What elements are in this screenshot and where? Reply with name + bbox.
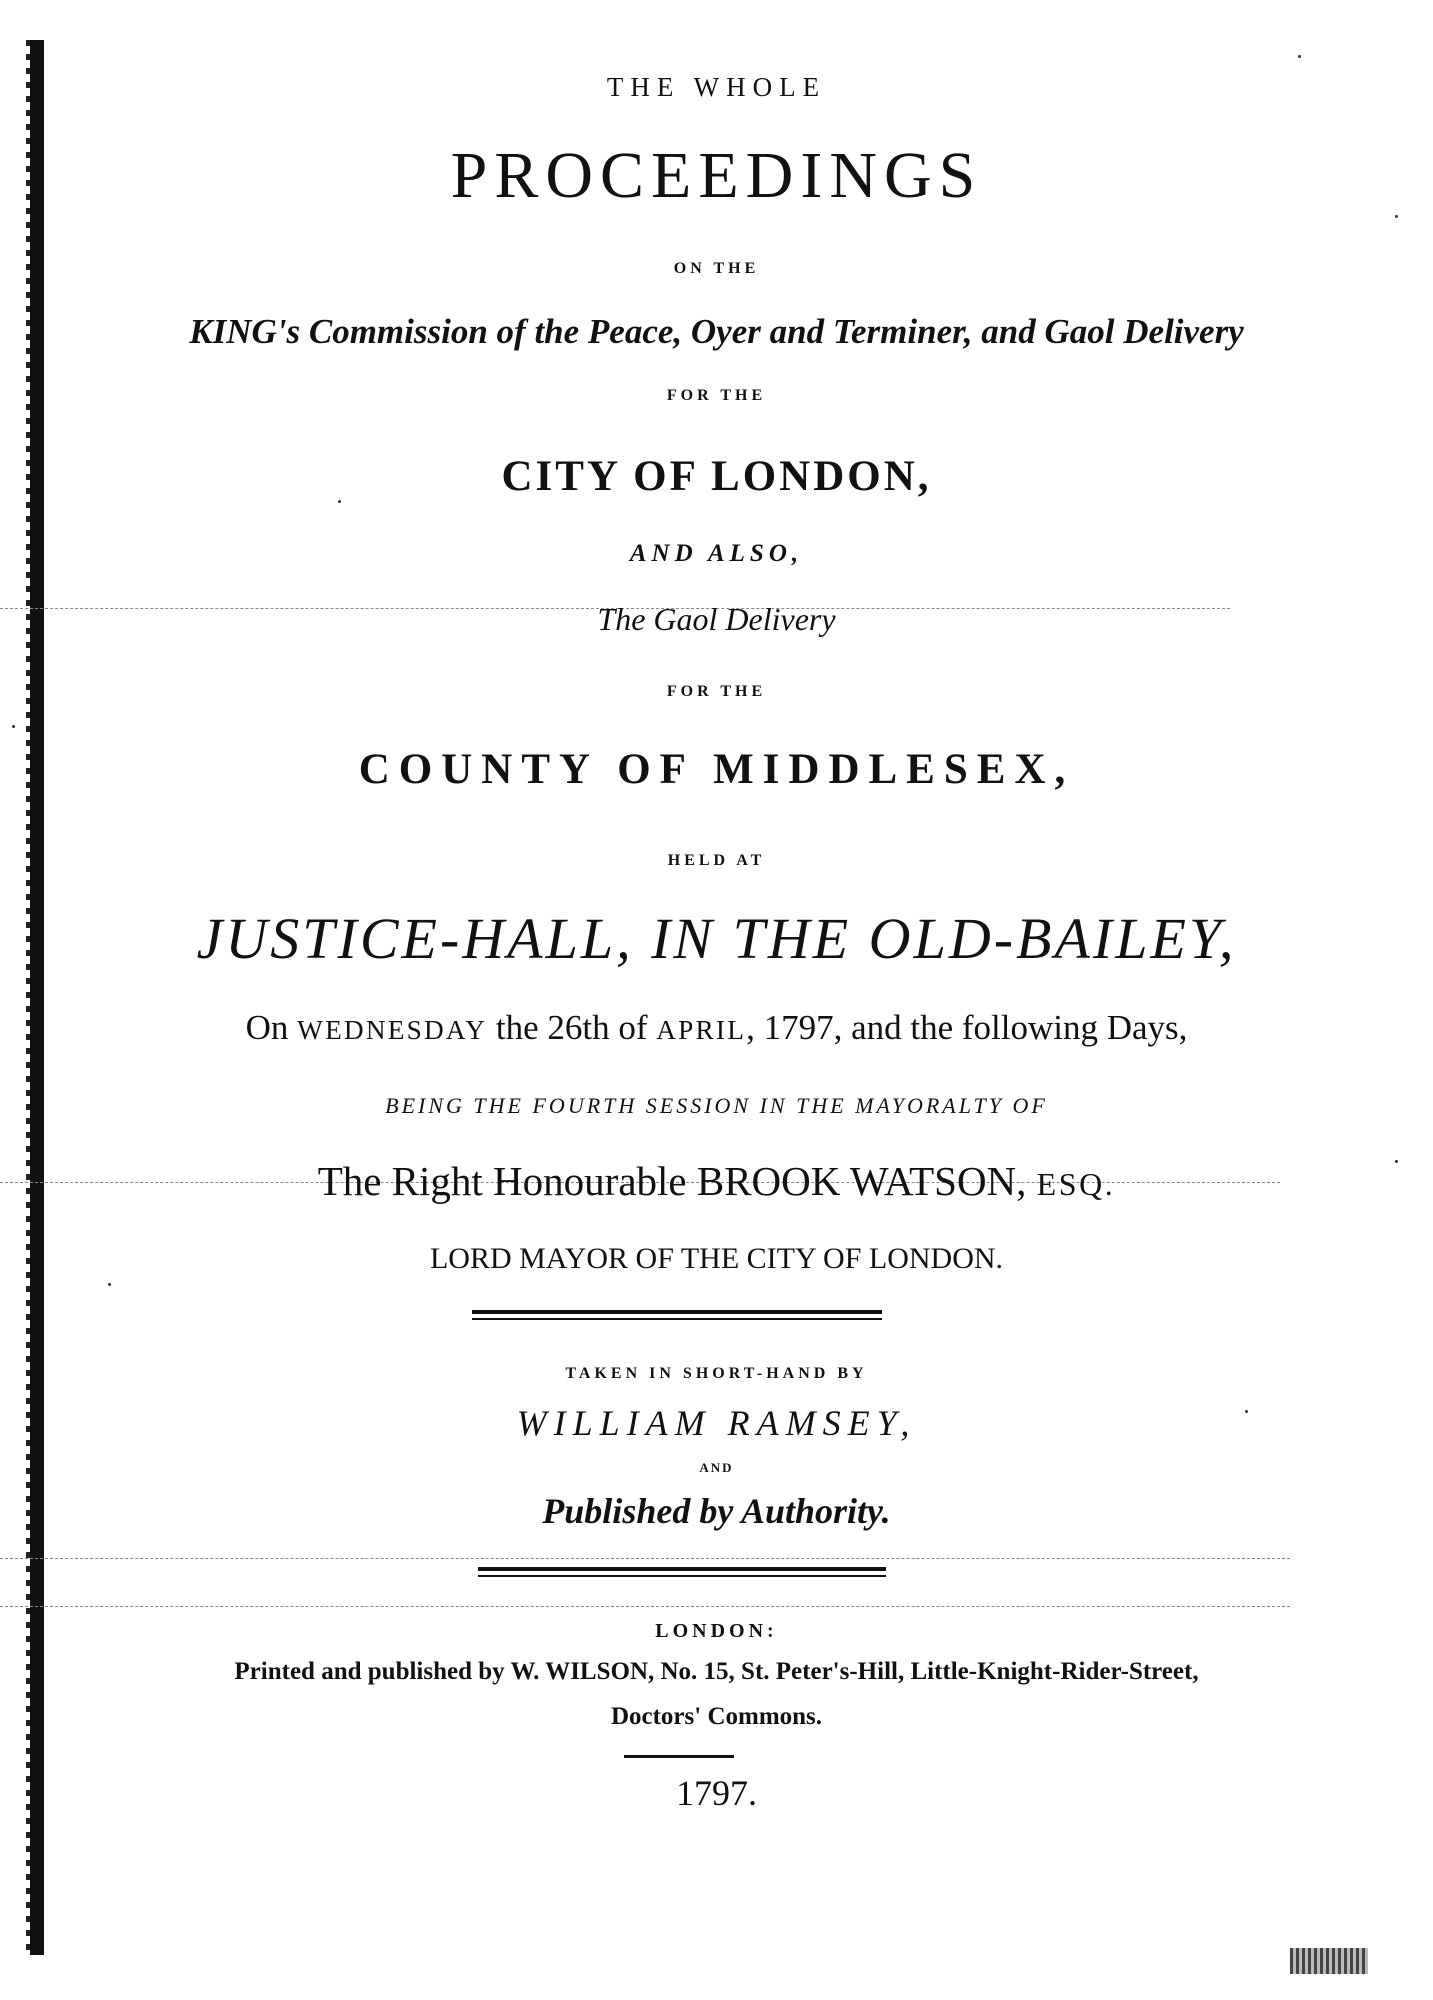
taken-in-shorthand: TAKEN IN SHORT-HAND BY [565, 1365, 868, 1382]
speck [12, 725, 15, 728]
session-line: BEING THE FOURTH SESSION IN THE MAYORALTY OF [385, 1093, 1048, 1118]
published-by-authority: Published by Authority. [542, 1491, 891, 1531]
and: AND [699, 1460, 734, 1475]
for-the-1: FOR THE [666, 387, 767, 404]
commission-line: KING's Commission of the Peace, Oyer and Terminer, and Gaol Delivery [189, 312, 1244, 351]
honourable-line [0, 1157, 1433, 1205]
double-rule-top-b [472, 1318, 882, 1320]
scan-line [0, 1606, 1290, 1607]
date-line-part: On [245, 1008, 298, 1047]
date-line-day: WEDNESDAY [297, 1015, 488, 1045]
speck [1298, 55, 1301, 58]
scan-stamp [1290, 1948, 1368, 1974]
lord-mayor-line: LORD MAYOR OF THE CITY OF LONDON. [429, 1242, 1004, 1275]
date-line-month: APRIL [656, 1015, 747, 1045]
gaol-delivery: The Gaol Delivery [597, 601, 836, 637]
double-rule-bottom-a [478, 1567, 886, 1571]
imprint-london: LONDON: [655, 1620, 778, 1642]
scan-line [0, 1558, 1290, 1559]
title-proceedings: PROCEEDINGS [450, 139, 983, 212]
city-of-london: CITY OF LONDON, [501, 453, 932, 500]
justice-hall: JUSTICE-HALL, IN THE OLD-BAILEY, [196, 906, 1237, 971]
county-of-middlesex: COUNTY OF MIDDLESEX, [358, 746, 1075, 793]
honourable-part: The Right Honourable [317, 1158, 697, 1204]
date-line [0, 1008, 1433, 1048]
imprint-year: 1797. [676, 1773, 757, 1813]
short-rule [624, 1755, 734, 1758]
held-at: HELD AT [667, 852, 766, 869]
imprint-doctors-commons: Doctors' Commons. [610, 1703, 823, 1730]
title-the-whole: THE WHOLE [606, 72, 827, 102]
on-the: ON THE [673, 260, 760, 277]
imprint-printed-by: Printed and published by W. WILSON, No. 15, St. Peter's-Hill, Little-Knight-Rider-Street, [234, 1658, 1199, 1685]
double-rule-top-a [472, 1310, 882, 1314]
date-line-part: the 26th of [487, 1008, 657, 1047]
date-line-part: , 1797, and the following Days, [746, 1008, 1188, 1047]
and-also: AND ALSO, [629, 540, 804, 567]
lord-mayor-name: BROOK WATSON, [696, 1158, 1037, 1204]
speck [1395, 215, 1398, 218]
for-the-2: FOR THE [666, 683, 767, 700]
double-rule-bottom-b [478, 1575, 886, 1577]
esq: ESQ. [1036, 1167, 1116, 1202]
william-ramsey: WILLIAM RAMSEY, [516, 1403, 917, 1443]
speck [108, 1283, 111, 1286]
